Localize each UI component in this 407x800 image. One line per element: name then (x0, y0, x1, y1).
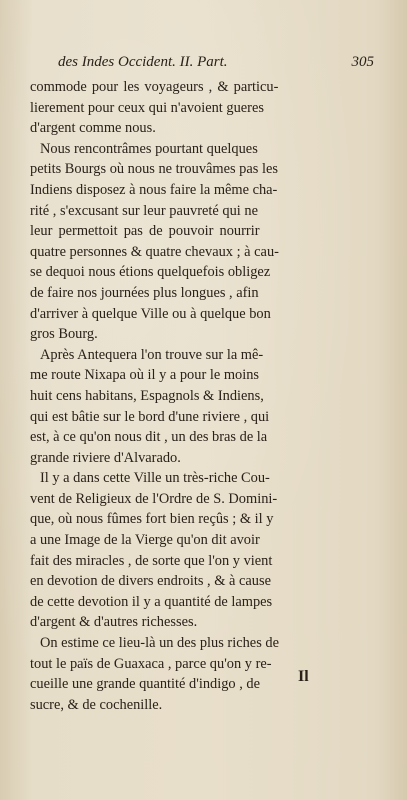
text-line: gros Bourg. (30, 326, 98, 343)
text-line: grande riviere d'Alvarado. (30, 449, 181, 466)
text-line: petits Bourgs où nous ne trouvâmes pas les (30, 161, 278, 178)
text-line: rité , s'excusant sur leur pauvreté qui ne (30, 202, 258, 219)
text-line: d'arriver à quelque Ville ou à quelque bon (30, 305, 271, 322)
page-number: 305 (351, 54, 374, 70)
text-line: me route Nixapa où il y a pour le moins (30, 367, 259, 384)
text-line: On estime ce lieu-là un des plus riches de (40, 635, 279, 652)
text-line: cueille une grande quantité d'indigo , de (30, 676, 260, 693)
text-line: commode pour les voyageurs , & particu- (30, 79, 279, 95)
text-line: sucre, & de cochenille. (30, 696, 163, 713)
text-line: se dequoi nous étions quelquefois obligez (30, 264, 271, 281)
text-line: en devotion de divers endroits , & à cause (30, 573, 271, 590)
text-line: huit cens habitans, Espagnols & Indiens, (30, 387, 264, 404)
running-head: des Indes Occident. II. Part. (58, 54, 228, 70)
text-line: tout le païs de Guaxaca , parce qu'on y re- (30, 655, 272, 672)
catchword: Il (298, 668, 309, 685)
body-text (30, 77, 390, 715)
text-line: lierement pour ceux qui n'avoient gueres (30, 99, 264, 116)
text-line: d'argent & d'autres richesses. (30, 614, 198, 631)
text-line: fait des miracles , de sorte que l'on y vient (30, 552, 273, 569)
text-line: quatre personnes & quatre chevaux ; à cau- (30, 243, 279, 260)
text-line: Après Antequera l'on trouve sur la mê- (40, 346, 264, 363)
text-line: leur permettoit pas de pouvoir nourrir (30, 223, 260, 240)
text-line: de cette devotion il y a quantité de lampes (30, 593, 273, 610)
text-line: vent de Religieux de l'Ordre de S. Domini- (30, 490, 278, 507)
text-line: de faire nos journées plus longues , afin (30, 284, 259, 301)
text-line: d'argent comme nous. (30, 120, 156, 137)
text-line: Nous rencontrâmes pourtant quelques (40, 140, 258, 157)
text-line: Il y a dans cette Ville un très-riche Cou- (40, 470, 270, 487)
text-line: a une Image de la Vierge qu'on dit avoir (30, 532, 260, 549)
text-line: est, à ce qu'on nous dit , un des bras de la (30, 429, 268, 446)
text-line: qui est bâtie sur le bord d'une riviere , qui (30, 408, 270, 425)
text-line: que, où nous fûmes fort bien reçûs ; & il y (30, 511, 274, 528)
page-header (58, 50, 374, 74)
text-line: Indiens disposez à nous faire la même cha- (30, 181, 278, 198)
